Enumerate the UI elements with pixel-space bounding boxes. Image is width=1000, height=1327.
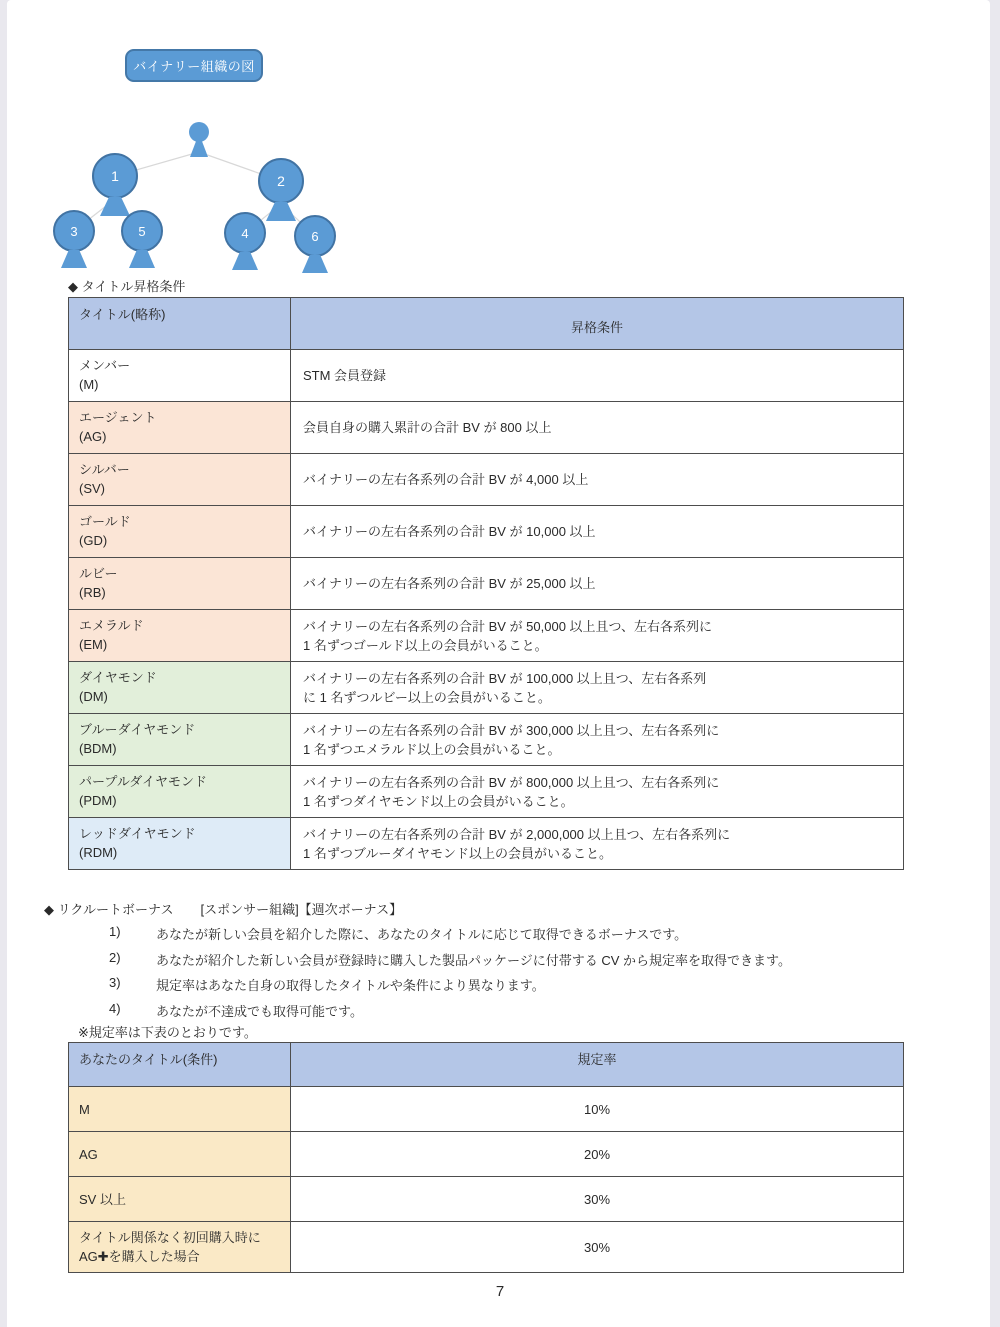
node-label: 4 — [241, 225, 249, 241]
title-cell: エメラルド (EM) — [69, 610, 291, 662]
title-cell: メンバー (M) — [69, 350, 291, 402]
recruit-list-item — [109, 924, 791, 950]
condition-cell: バイナリーの左右各系列の合計 BV が 50,000 以上且つ、左右各系列に 1 名ずつゴールド以上の会員がいること。 — [291, 610, 904, 662]
person-body-icon — [232, 252, 258, 270]
person-body-icon — [190, 140, 208, 157]
list-item-number: 3) — [109, 975, 121, 990]
your-title-cell: SV 以上 — [69, 1177, 291, 1222]
rate-cell: 10% — [291, 1087, 904, 1132]
promotion-row-ag — [69, 402, 904, 454]
org-node-6 — [294, 215, 336, 273]
person-head-icon — [92, 153, 138, 199]
condition-cell: バイナリーの左右各系列の合計 BV が 2,000,000 以上且つ、左右各系列に 1 名ずつブルーダイヤモンド以上の会員がいること。 — [291, 818, 904, 870]
rate-row-1 — [69, 1087, 904, 1132]
title-cell: レッドダイヤモンド (RDM) — [69, 818, 291, 870]
org-node-3 — [53, 210, 95, 268]
list-item-text: あなたが不達成でも取得可能です。 — [156, 1003, 363, 1019]
title-cell: ダイヤモンド (DM) — [69, 662, 291, 714]
header-title-column: タイトル(略称) — [69, 298, 291, 350]
condition-cell: バイナリーの左右各系列の合計 BV が 100,000 以上且つ、左右各系列 に 1 名ずつルビー以上の会員がいること。 — [291, 662, 904, 714]
promotion-row-bdm — [69, 714, 904, 766]
recruit-numbered-list — [109, 924, 791, 1026]
condition-cell: STM 会員登録 — [291, 350, 904, 402]
list-item-text: 規定率はあなた自身の取得したタイトルや条件により異なります。 — [156, 978, 545, 993]
list-item-text: あなたが新しい会員を紹介した際に、あなたのタイトルに応じて取得できるボーナスです。 — [156, 927, 688, 942]
org-node-1 — [92, 153, 138, 216]
node-label: 3 — [70, 223, 78, 239]
promotion-row-dm — [69, 662, 904, 714]
title-cell: シルバー (SV) — [69, 454, 291, 506]
promotion-table — [68, 297, 904, 870]
rate-cell: 30% — [291, 1222, 904, 1273]
rate-table-header-row — [69, 1043, 904, 1087]
promotion-row-rdm — [69, 818, 904, 870]
title-cell: パープルダイヤモンド (PDM) — [69, 766, 291, 818]
condition-cell: バイナリーの左右各系列の合計 BV が 4,000 以上 — [291, 454, 904, 506]
node-label: 6 — [311, 228, 319, 244]
rate-cell: 20% — [291, 1132, 904, 1177]
your-title-cell: タイトル関係なく初回購入時に AG✚を購入した場合 — [69, 1222, 291, 1273]
list-item-number: 4) — [109, 1000, 121, 1016]
binary-org-diagram-badge — [125, 49, 263, 82]
title-cell: ルビー (RB) — [69, 558, 291, 610]
list-item-number: 2) — [109, 949, 121, 965]
person-body-icon — [302, 255, 328, 273]
your-title-cell: AG — [69, 1132, 291, 1177]
condition-cell: バイナリーの左右各系列の合計 BV が 800,000 以上且つ、左右各系列に 1 名ずつダイヤモンド以上の会員がいること。 — [291, 766, 904, 818]
title-cell: エージェント (AG) — [69, 402, 291, 454]
person-head-icon — [53, 210, 95, 252]
person-body-icon — [61, 250, 87, 268]
title-cell: ブルーダイヤモンド (BDM) — [69, 714, 291, 766]
recruit-list-item — [109, 950, 791, 976]
header-your-title-column: あなたのタイトル(条件) — [69, 1043, 291, 1087]
rate-table — [68, 1042, 904, 1273]
recruit-section-heading — [44, 899, 402, 918]
title-cell: ゴールド (GD) — [69, 506, 291, 558]
recruit-heading-main: ◆ リクルートボーナス — [44, 902, 174, 917]
condition-cell: バイナリーの左右各系列の合計 BV が 10,000 以上 — [291, 506, 904, 558]
person-head-icon — [258, 158, 304, 204]
binary-org-diagram — [30, 108, 360, 280]
your-title-cell: M — [69, 1087, 291, 1132]
person-head-icon — [121, 210, 163, 252]
recruit-heading-suffix: [スポンサー組織]【週次ボーナス】 — [200, 902, 403, 917]
person-head-icon — [189, 122, 209, 142]
header-condition-column: 昇格条件 — [291, 298, 904, 350]
person-head-icon — [224, 212, 266, 254]
rate-table-note: ※規定率は下表のとおりです。 — [78, 1025, 257, 1040]
page-number: 7 — [495, 1283, 505, 1300]
condition-cell: バイナリーの左右各系列の合計 BV が 300,000 以上且つ、左右各系列に 1 名ずつエメラルド以上の会員がいること。 — [291, 714, 904, 766]
rate-row-3 — [69, 1177, 904, 1222]
list-item-number: 1) — [109, 924, 121, 939]
promotion-row-gd — [69, 506, 904, 558]
person-head-icon — [294, 215, 336, 257]
promotion-row-pdm — [69, 766, 904, 818]
node-label: 2 — [277, 173, 285, 189]
promotion-table-header-row — [69, 298, 904, 350]
node-label: 5 — [138, 223, 146, 239]
org-root-person-icon — [189, 122, 209, 157]
promotion-row-m — [69, 350, 904, 402]
condition-cell: バイナリーの左右各系列の合計 BV が 25,000 以上 — [291, 558, 904, 610]
promotion-row-sv — [69, 454, 904, 506]
person-body-icon — [129, 250, 155, 268]
recruit-list-item — [109, 975, 791, 1001]
org-node-4 — [224, 212, 266, 270]
rate-row-2 — [69, 1132, 904, 1177]
promotion-row-em — [69, 610, 904, 662]
header-rate-column: 規定率 — [291, 1043, 904, 1087]
promotion-row-rb — [69, 558, 904, 610]
list-item-text: あなたが紹介した新しい会員が登録時に購入した製品パッケージに付帯する CV から規定率を取得できます。 — [156, 952, 791, 968]
condition-cell: 会員自身の購入累計の合計 BV が 800 以上 — [291, 402, 904, 454]
badge-label: バイナリー組織の図 — [133, 59, 255, 74]
promotion-section-title: ◆ タイトル昇格条件 — [68, 279, 186, 294]
org-node-5 — [121, 210, 163, 268]
rate-row-4 — [69, 1222, 904, 1273]
person-body-icon — [266, 202, 296, 221]
rate-cell: 30% — [291, 1177, 904, 1222]
node-label: 1 — [111, 168, 119, 184]
